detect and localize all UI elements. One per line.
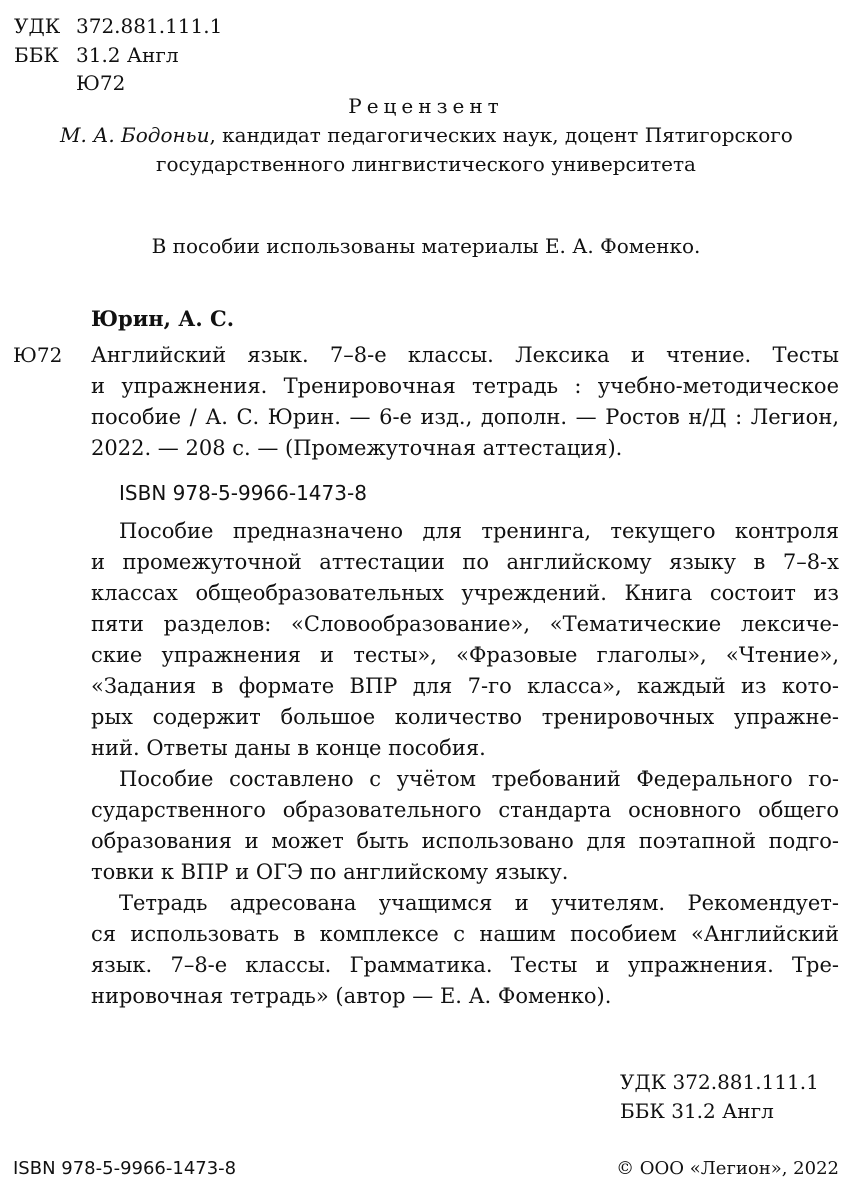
- bib-line-2: и упражнения. Тренировочная тетрадь : учебно-методическое: [91, 374, 839, 398]
- bib-isbn: ISBN 978-5-9966-1473-8: [119, 481, 367, 505]
- annotation-p2-line-2: сударственного образовательного стандарта основного общего: [91, 798, 839, 822]
- reviewer-line-1-rest: , кандидат педагогических наук, доцент Пятигорского: [209, 123, 793, 147]
- annotation-p1-line-7: рых содержит большое количество тренировочных упражне-: [91, 705, 839, 729]
- bib-line-4: 2022. — 208 с. — (Промежуточная аттестация).: [91, 436, 623, 460]
- footer-bbk: ББК 31.2 Англ: [620, 1099, 774, 1123]
- author-mark-left: Ю72: [13, 343, 63, 367]
- footer-copyright: © ООО «Легион», 2022: [616, 1158, 839, 1179]
- author-mark-top: Ю72: [76, 71, 126, 95]
- reviewer-line-1: [60, 121, 792, 150]
- udk-value: 372.881.111.1: [76, 14, 223, 38]
- bib-line-1: Английский язык. 7–8-е классы. Лексика и чтение. Тесты: [91, 343, 839, 367]
- annotation-p1-line-4: пяти разделов: «Словообразование», «Тематические лексиче-: [91, 612, 839, 636]
- bbk-label: ББК: [14, 43, 59, 67]
- annotation-p1-line-6: «Задания в формате ВПР для 7-го класса», каждый из кото-: [91, 674, 839, 698]
- annotation-p1-line-8: ний. Ответы даны в конце пособия.: [91, 736, 486, 760]
- reviewer-heading: Рецензент: [348, 94, 504, 118]
- annotation-p1-line-3: классах общеобразовательных учреждений. Книга состоит из: [91, 581, 839, 605]
- udk-label: УДК: [14, 14, 61, 38]
- annotation-p2-line-4: товки к ВПР и ОГЭ по английскому языку.: [91, 860, 569, 884]
- annotation-p3-line-2: ся использовать в комплексе с нашим пособием «Английский: [91, 922, 839, 946]
- footer-udk: УДК 372.881.111.1: [620, 1070, 819, 1094]
- annotation-p1-line-5: ские упражнения и тесты», «Фразовые глаголы», «Чтение»,: [91, 643, 839, 667]
- materials-note: В пособии использованы материалы Е. А. Фоменко.: [151, 234, 701, 258]
- annotation-p2-line-3: образования и может быть использовано для поэтапной подго-: [91, 829, 839, 853]
- reviewer-name: М. А. Бодоньи: [60, 123, 210, 147]
- annotation-p3-line-4: нировочная тетрадь» (автор — Е. А. Фоменко).: [91, 984, 612, 1008]
- reviewer-line-2: государственного лингвистического университета: [156, 152, 696, 176]
- bbk-value: 31.2 Англ: [76, 43, 179, 67]
- annotation-p3-line-3: язык. 7–8-е классы. Грамматика. Тесты и упражнения. Тре-: [91, 953, 839, 977]
- footer-isbn: ISBN 978-5-9966-1473-8: [13, 1158, 237, 1179]
- bib-author: Юрин, А. С.: [91, 306, 235, 331]
- annotation-p3-line-1: Тетрадь адресована учащимся и учителям. Рекомендует-: [119, 891, 839, 915]
- annotation-p1-line-1: Пособие предназначено для тренинга, текущего контроля: [119, 519, 839, 543]
- bib-line-3: пособие / А. С. Юрин. — 6-е изд., дополн. — Ростов н/Д : Легион,: [91, 405, 839, 429]
- annotation-p2-line-1: Пособие составлено с учётом требований Федерального го-: [119, 767, 839, 791]
- annotation-p1-line-2: и промежуточной аттестации по английскому языку в 7–8-х: [91, 550, 839, 574]
